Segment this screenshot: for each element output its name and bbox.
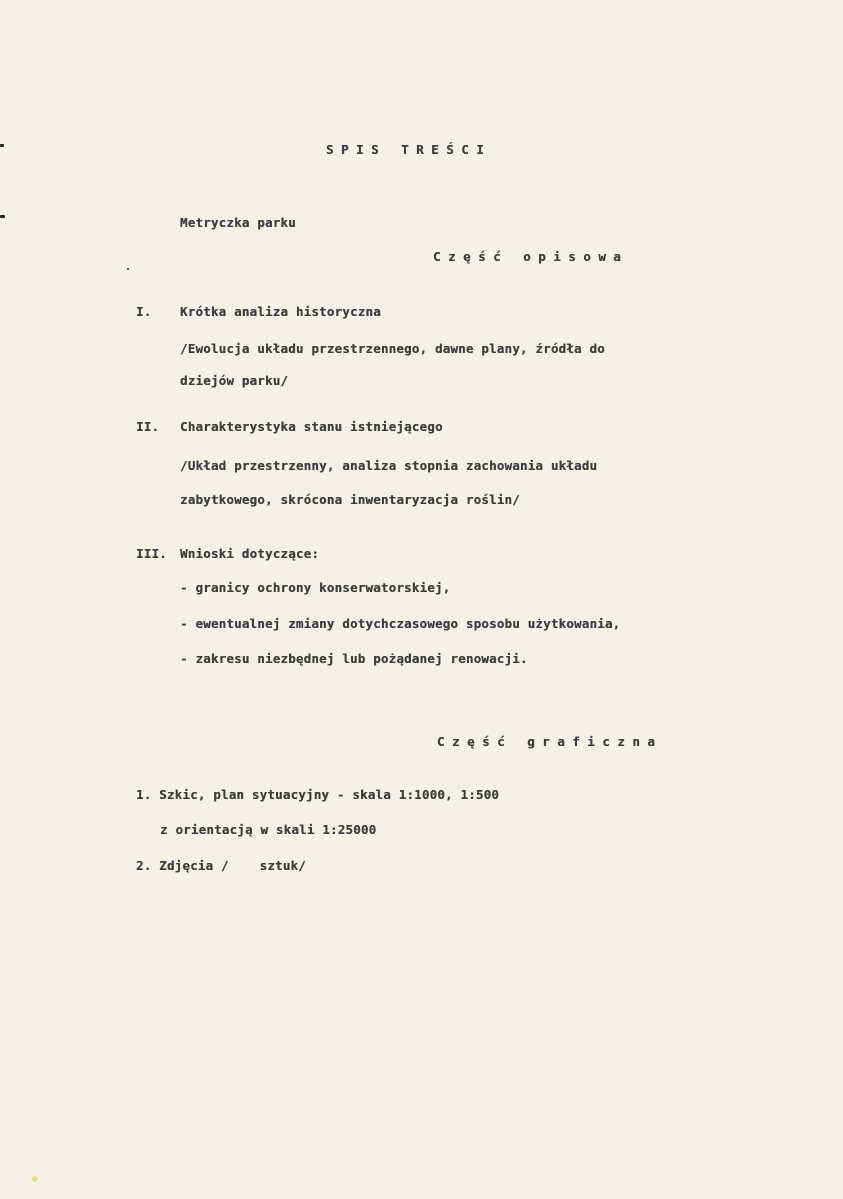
- graphic-item: 2. Zdjęcia / sztuk/: [136, 858, 306, 873]
- margin-mark: [0, 215, 5, 218]
- item-number: II.: [136, 419, 160, 434]
- bullet-item: - zakresu niezbędnej lub pożądanej renowacji.: [180, 651, 528, 666]
- item-description: /Ewolucja układu przestrzennego, dawne plany, źródła do: [180, 341, 605, 356]
- graphic-item: 1. Szkic, plan sytuacyjny - skala 1:1000, 1:500: [136, 787, 500, 802]
- item-title: Charakterystyka stanu istniejącego: [180, 419, 443, 434]
- paper-spot: [32, 1176, 38, 1182]
- graphic-item-continuation: z orientacją w skali 1:25000: [160, 822, 377, 837]
- margin-mark: [0, 144, 4, 147]
- item-title: Wnioski dotyczące:: [180, 546, 320, 561]
- bullet-item: - granicy ochrony konserwatorskiej,: [180, 580, 451, 595]
- item-number: I.: [136, 304, 152, 319]
- section-heading-opisowa: Część opisowa: [433, 249, 629, 264]
- item-description: dziejów parku/: [180, 373, 289, 388]
- section-heading-graficzna: Część graficzna: [437, 734, 663, 749]
- page-title: SPIS TREŚCI: [326, 142, 492, 157]
- item-title: Krótka analiza historyczna: [180, 304, 381, 319]
- item-description: /Układ przestrzenny, analiza stopnia zachowania układu: [180, 458, 598, 473]
- metryczka-heading: Metryczka parku: [180, 215, 296, 230]
- bullet-item: - ewentualnej zmiany dotychczasowego sposobu użytkowania,: [180, 616, 621, 631]
- item-description: zabytkowego, skrócona inwentaryzacja roślin/: [180, 492, 520, 507]
- item-number: III.: [136, 546, 167, 561]
- margin-mark: [127, 268, 129, 270]
